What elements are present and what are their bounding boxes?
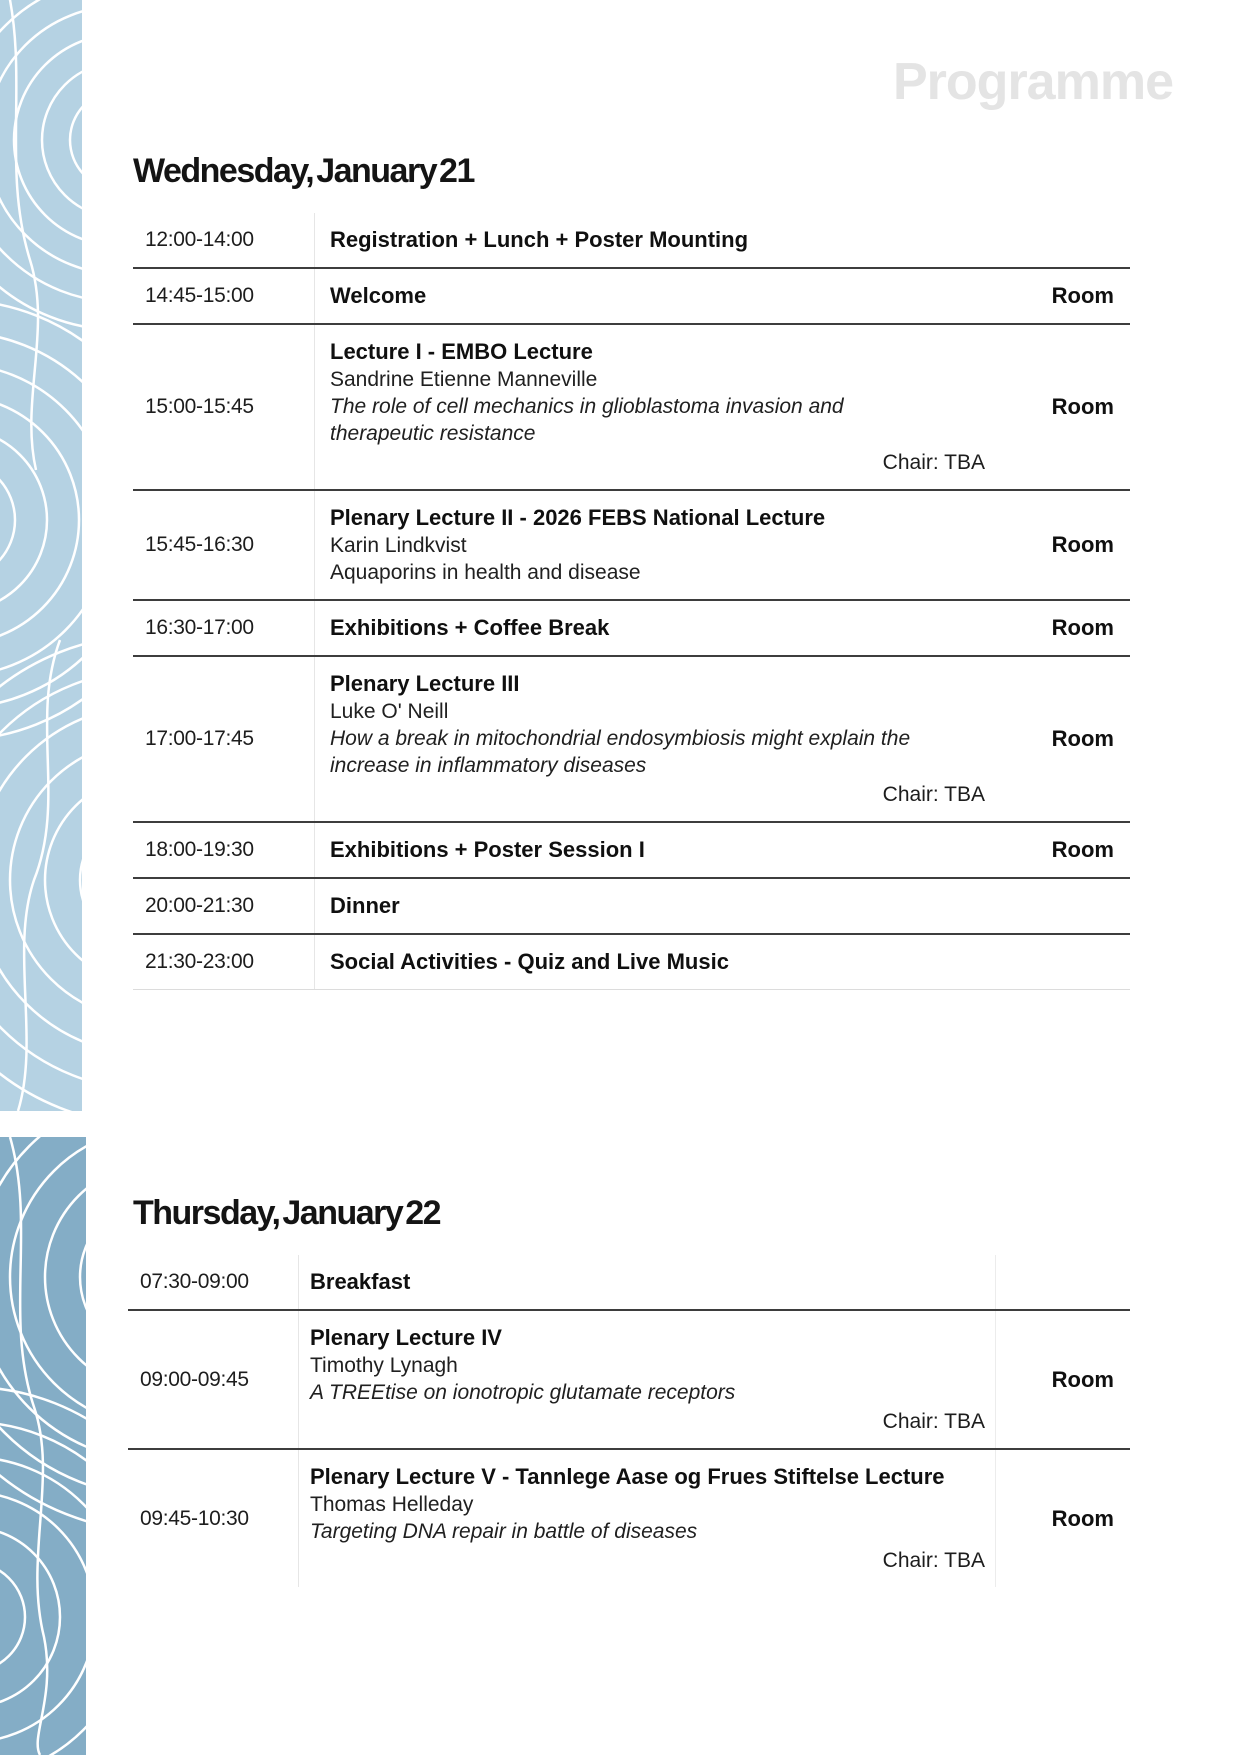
talk-title: The role of cell mechanics in glioblastoma invasion and therapeutic resistance	[330, 395, 844, 445]
schedule-row	[133, 933, 1130, 990]
talk-title: Aquaporins in health and disease	[330, 561, 641, 584]
event-cell	[299, 1255, 995, 1309]
time-cell: 17:00-17:45	[133, 657, 315, 821]
schedule-table-wednesday	[133, 213, 1130, 990]
sidebar-contour-top	[0, 0, 82, 1111]
room-cell	[995, 1255, 1130, 1309]
schedule-row	[133, 323, 1130, 489]
event-title: Lecture I - EMBO Lecture	[330, 339, 593, 364]
event-cell	[299, 1450, 995, 1587]
event-cell	[315, 879, 995, 933]
speaker-name: Luke O' Neill	[330, 700, 449, 723]
room-cell: Room	[1051, 837, 1114, 862]
room-cell: Room	[1051, 726, 1114, 751]
talk-title: How a break in mitochondrial endosymbiosis might explain the increase in inflammatory diseases	[330, 727, 911, 777]
talk-title: A TREEtise on ionotropic glutamate receptors	[310, 1381, 736, 1404]
room-cell: Room	[1051, 615, 1114, 640]
time-cell: 21:30-23:00	[133, 935, 315, 989]
room-cell: Room	[995, 1311, 1130, 1448]
event-cell	[299, 1311, 995, 1448]
event-cell	[315, 269, 995, 323]
room-cell	[995, 213, 1130, 267]
time-cell: 07:30-09:00	[128, 1255, 299, 1309]
schedule-row	[133, 267, 1130, 323]
chair-label: Chair: TBA	[882, 1410, 985, 1433]
event-cell	[315, 325, 995, 489]
time-cell: 15:00-15:45	[133, 325, 315, 489]
schedule-row	[128, 1309, 1130, 1448]
event-cell	[315, 601, 995, 655]
event-title: Breakfast	[310, 1269, 411, 1294]
speaker-name: Sandrine Etienne Manneville	[330, 368, 598, 391]
day-heading-wednesday: Wednesday, January 21	[133, 152, 474, 190]
schedule-table-thursday	[128, 1255, 1130, 1587]
event-title: Exhibitions + Coffee Break	[330, 615, 610, 640]
event-title: Social Activities - Quiz and Live Music	[330, 949, 729, 974]
content-column	[133, 0, 1130, 1587]
room-cell: Room	[1051, 532, 1114, 557]
event-title: Registration + Lunch + Poster Mounting	[330, 227, 749, 252]
room-cell	[995, 935, 1130, 989]
contour-pattern-top-icon	[0, 0, 82, 1111]
event-title: Plenary Lecture III	[330, 671, 520, 696]
schedule-row	[128, 1448, 1130, 1587]
event-title: Dinner	[330, 893, 400, 918]
event-cell	[315, 823, 995, 877]
schedule-row	[128, 1255, 1130, 1309]
speaker-name: Timothy Lynagh	[310, 1354, 458, 1377]
event-cell	[315, 935, 995, 989]
time-cell: 14:45-15:00	[133, 269, 315, 323]
room-cell: Room	[1051, 283, 1114, 308]
sidebar-contour-bottom	[0, 1137, 86, 1755]
page-title: Programme	[893, 53, 1173, 111]
schedule-row	[133, 821, 1130, 877]
chair-label: Chair: TBA	[882, 451, 985, 474]
chair-label: Chair: TBA	[882, 1549, 985, 1572]
schedule-row	[133, 655, 1130, 821]
talk-title: Targeting DNA repair in battle of diseases	[310, 1520, 698, 1543]
contour-pattern-bottom-icon	[0, 1137, 86, 1755]
time-cell: 16:30-17:00	[133, 601, 315, 655]
time-cell: 15:45-16:30	[133, 491, 315, 599]
time-cell: 09:45-10:30	[128, 1450, 299, 1587]
room-cell: Room	[1051, 394, 1114, 419]
schedule-row	[133, 213, 1130, 267]
time-cell: 12:00-14:00	[133, 213, 315, 267]
speaker-name: Karin Lindkvist	[330, 534, 467, 557]
day-heading-thursday: Thursday, January 22	[133, 1194, 441, 1232]
room-cell: Room	[995, 1450, 1130, 1587]
event-title: Plenary Lecture V - Tannlege Aase og Frues Stiftelse Lecture	[310, 1464, 945, 1489]
schedule-row	[133, 489, 1130, 599]
event-title: Welcome	[330, 283, 427, 308]
schedule-row	[133, 877, 1130, 933]
time-cell: 18:00-19:30	[133, 823, 315, 877]
time-cell: 09:00-09:45	[128, 1311, 299, 1448]
schedule-row	[133, 599, 1130, 655]
chair-label: Chair: TBA	[882, 783, 985, 806]
room-cell	[995, 879, 1130, 933]
speaker-name: Thomas Helleday	[310, 1493, 474, 1516]
event-title: Exhibitions + Poster Session I	[330, 837, 645, 862]
event-cell	[315, 491, 995, 599]
event-cell	[315, 213, 995, 267]
event-title: Plenary Lecture IV	[310, 1325, 502, 1350]
event-title: Plenary Lecture II - 2026 FEBS National Lecture	[330, 505, 826, 530]
event-cell	[315, 657, 995, 821]
time-cell: 20:00-21:30	[133, 879, 315, 933]
